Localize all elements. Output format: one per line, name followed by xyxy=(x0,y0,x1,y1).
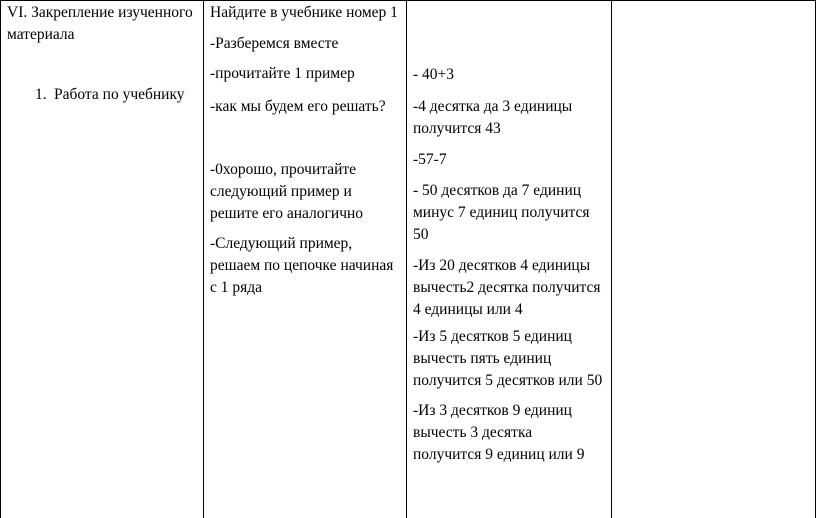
student-line: -Из 5 десятков 5 единиц вычесть пять единиц получится 5 десятков или 50 xyxy=(413,328,603,389)
teacher-line: -0хорошо, прочитайте следующий пример и решите его аналогично xyxy=(210,161,364,222)
teacher-line: -прочитайте 1 пример xyxy=(210,65,355,82)
teacher-line: -как мы будем его решать? xyxy=(210,98,386,115)
student-line: -57-7 xyxy=(413,151,447,168)
column-divider-2 xyxy=(406,0,407,518)
column-divider-1 xyxy=(203,0,204,518)
student-line: -Из 3 десятков 9 единиц вычесть 3 десятка получится 9 единиц или 9 xyxy=(413,402,585,463)
table-top-border xyxy=(0,0,816,1)
column-divider-3 xyxy=(611,0,612,518)
teacher-line: Найдите в учебнике номер 1 xyxy=(210,4,398,21)
student-line: -4 десятка да 3 единицы получится 43 xyxy=(413,98,573,137)
teacher-line: -Разберемся вместе xyxy=(210,35,339,52)
student-line: - 50 десятков да 7 единиц минус 7 единиц получится 50 xyxy=(413,182,590,243)
table-left-border xyxy=(0,0,1,518)
list-text: Работа по учебнику xyxy=(54,86,185,103)
list-number: 1. xyxy=(35,86,47,103)
section-title: VI. Закрепление изученного материала xyxy=(7,4,193,43)
list-item xyxy=(35,84,185,106)
teacher-line: -Следующий пример, решаем по цепочке начиная с 1 ряда xyxy=(210,235,394,296)
student-line: - 40+3 xyxy=(413,66,455,83)
student-line: -Из 20 десятков 4 единицы вычесть2 десятка получится 4 единицы или 4 xyxy=(413,257,601,318)
